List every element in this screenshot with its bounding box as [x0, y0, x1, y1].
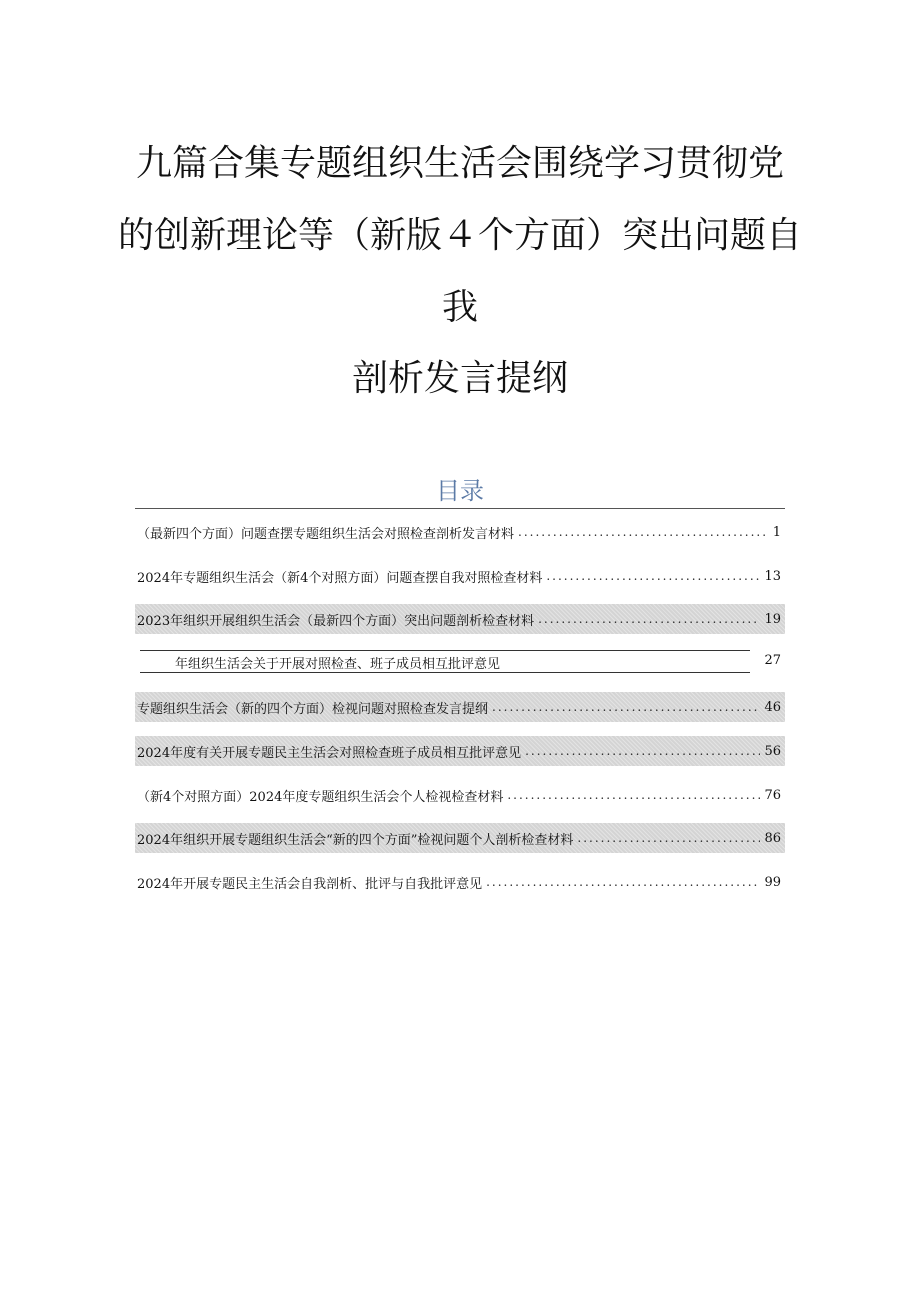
toc-heading: 目录 — [436, 477, 484, 505]
toc-leader-dots — [538, 612, 760, 626]
toc-leader-dots — [577, 831, 760, 845]
toc-entry-page: 99 — [764, 874, 781, 890]
toc-entry-page: 13 — [764, 568, 781, 584]
toc-entry-page: 19 — [764, 611, 781, 627]
toc-leader-dots — [492, 700, 760, 714]
toc-leader-dots — [525, 744, 760, 758]
toc-entry-text: 2023年组织开展组织生活会（最新四个方面）突出问题剖析检查材料 — [137, 613, 535, 629]
toc-entry-7[interactable] — [135, 780, 785, 810]
toc-entry-text: 2024年度有关开展专题民主生活会对照检查班子成员相互批评意见 — [137, 745, 522, 761]
toc-entry-1[interactable] — [135, 517, 785, 547]
document-title-line-3: 我 — [441, 287, 478, 328]
toc-entry-6[interactable] — [135, 736, 785, 766]
toc-entry-page: 86 — [764, 830, 781, 846]
document-title-line-1: 九篇合集专题组织生活会围绕学习贯彻党 — [135, 143, 784, 184]
toc-entry-text: 2024年开展专题民主生活会自我剖析、批评与自我批评意见 — [137, 876, 483, 892]
toc-leader-dots — [507, 788, 760, 802]
toc-entry-text: 2024年专题组织生活会（新4个对照方面）问题查摆自我对照检查材料 — [137, 570, 543, 586]
toc-entry-3[interactable] — [135, 604, 785, 634]
toc-entry-page: 46 — [764, 699, 781, 715]
toc-entry-2[interactable] — [135, 561, 785, 591]
toc-entry-4[interactable] — [135, 648, 785, 676]
toc-leader-dots — [518, 525, 769, 539]
toc-divider — [135, 508, 785, 509]
document-title-line-4: 剖析发言提纲 — [351, 358, 568, 399]
toc-entry-page: 27 — [764, 653, 781, 668]
document-title-line-2: 的创新理论等（新版４个方面）突出问题自 — [117, 215, 802, 256]
toc-entry-text: （最新四个方面）问题查摆专题组织生活会对照检查剖析发言材料 — [137, 526, 515, 542]
toc-entry-5[interactable] — [135, 692, 785, 722]
toc-entry-text: （新4个对照方面）2024年度专题组织生活会个人检视检查材料 — [137, 789, 504, 805]
toc-entry-text: 2024年组织开展专题组织生活会“新的四个方面”检视问题个人剖析检查材料 — [137, 832, 574, 848]
toc-entry-8[interactable] — [135, 823, 785, 853]
toc-entry-text: 年组织生活会关于开展对照检查、班子成员相互批评意见 — [175, 657, 501, 672]
toc-entry-text: 专题组织生活会（新的四个方面）检视问题对照检查发言提纲 — [137, 701, 489, 717]
toc-entry-rule-bottom — [140, 672, 750, 673]
toc-entry-9[interactable] — [135, 867, 785, 897]
toc-entry-page: 56 — [764, 743, 781, 759]
toc-leader-dots — [546, 569, 760, 583]
toc-entry-rule-top — [140, 650, 750, 651]
toc-entry-page: 1 — [772, 524, 781, 540]
toc-leader-dots — [486, 875, 760, 889]
toc-entry-page: 76 — [764, 787, 781, 803]
